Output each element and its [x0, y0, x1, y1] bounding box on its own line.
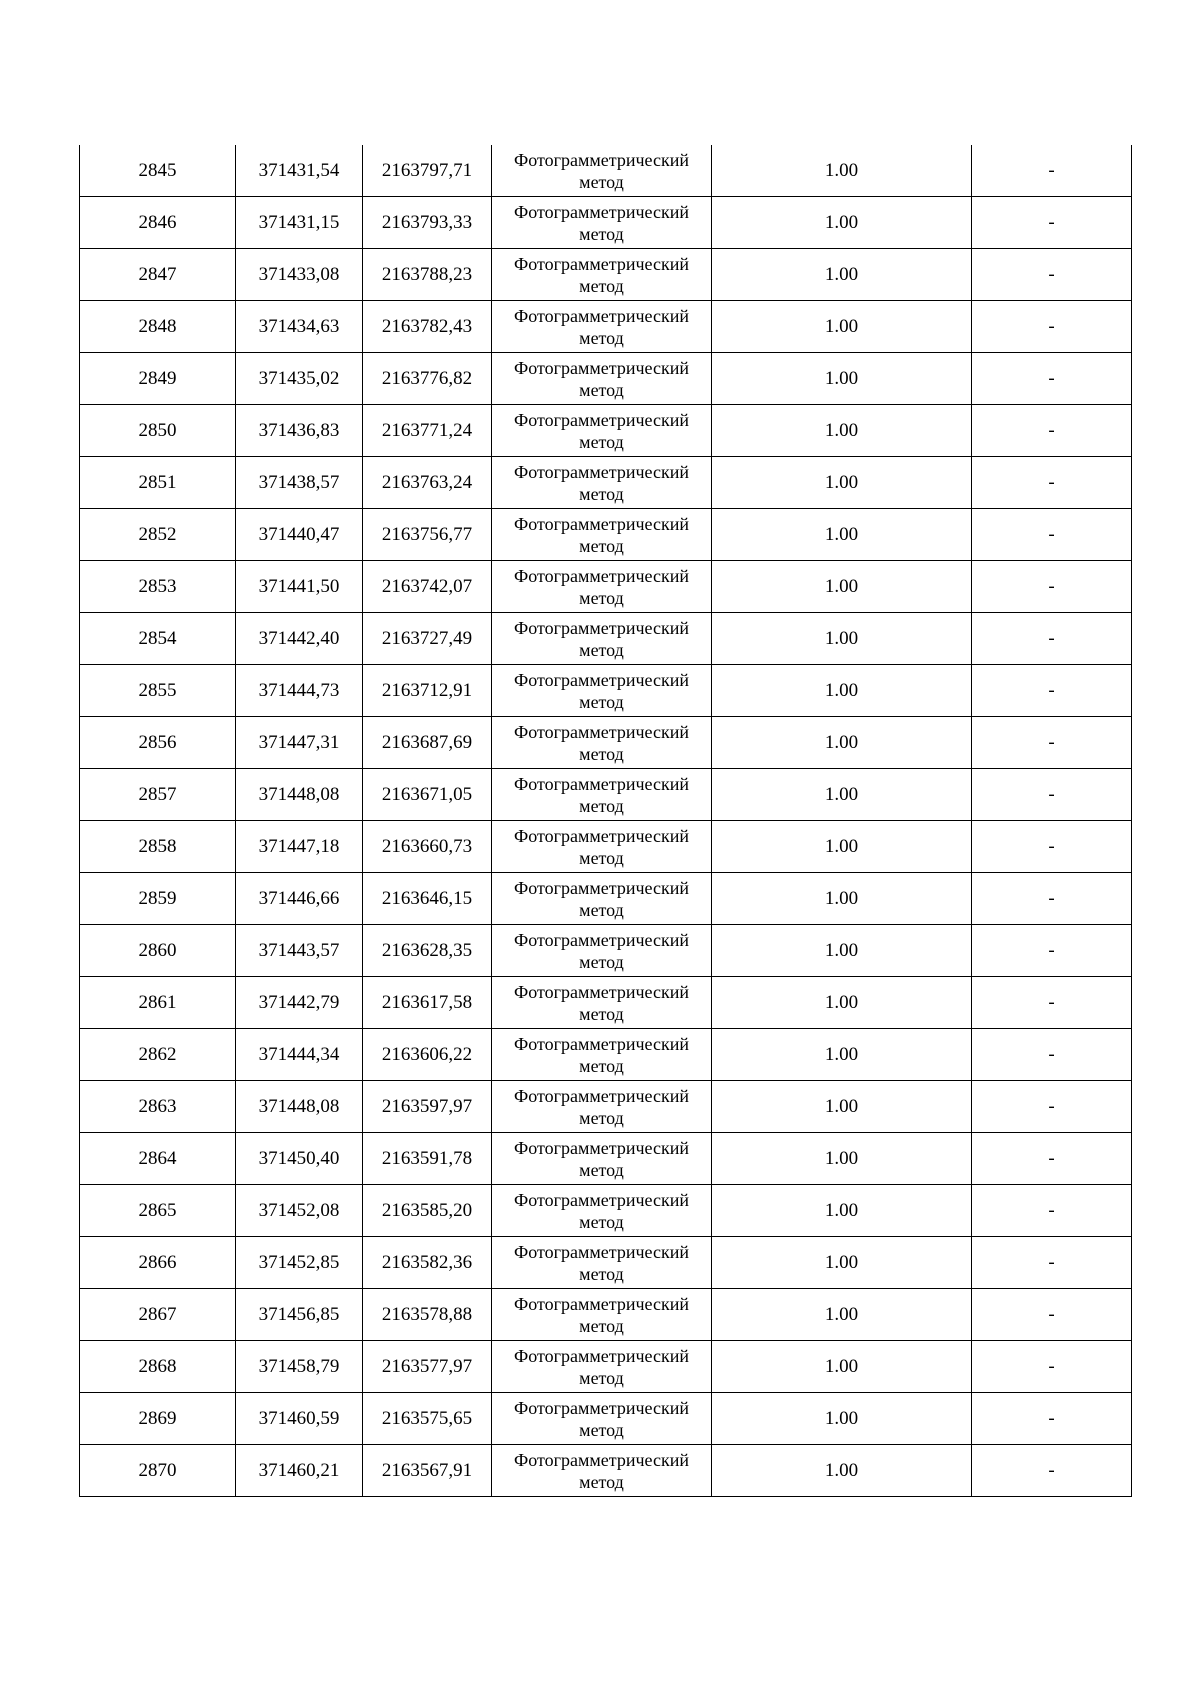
note-cell: - [972, 1133, 1132, 1185]
method-cell [492, 457, 712, 509]
accuracy-cell: 1.00 [712, 457, 972, 509]
table-row [80, 249, 1132, 301]
y-coordinate-cell: 2163727,49 [363, 613, 492, 665]
method-text-line1: Фотограмметрический [514, 1241, 689, 1262]
method-text-line2: метод [579, 1211, 624, 1232]
y-coordinate-cell: 2163567,91 [363, 1445, 492, 1497]
y-coordinate-cell: 2163582,36 [363, 1237, 492, 1289]
method-text-line2: метод [579, 899, 624, 920]
method-text-line2: метод [579, 1159, 624, 1180]
method-cell [492, 145, 712, 197]
accuracy-cell: 1.00 [712, 1029, 972, 1081]
x-coordinate-cell: 371447,31 [236, 717, 363, 769]
method-cell [492, 821, 712, 873]
method-text-line1: Фотограмметрический [514, 409, 689, 430]
method-text-line2: метод [579, 431, 624, 452]
x-coordinate-cell: 371444,73 [236, 665, 363, 717]
method-cell [492, 1289, 712, 1341]
point-number-cell: 2867 [80, 1289, 236, 1341]
method-cell [492, 873, 712, 925]
method-text-line1: Фотограмметрический [514, 1293, 689, 1314]
accuracy-cell: 1.00 [712, 301, 972, 353]
note-cell: - [972, 509, 1132, 561]
accuracy-cell: 1.00 [712, 1081, 972, 1133]
note-cell: - [972, 249, 1132, 301]
method-text-line1: Фотограмметрический [514, 513, 689, 534]
accuracy-cell: 1.00 [712, 197, 972, 249]
method-text-line1: Фотограмметрический [514, 201, 689, 222]
x-coordinate-cell: 371447,18 [236, 821, 363, 873]
method-cell [492, 197, 712, 249]
accuracy-cell: 1.00 [712, 1393, 972, 1445]
table-row [80, 1185, 1132, 1237]
accuracy-cell: 1.00 [712, 821, 972, 873]
point-number-cell: 2845 [80, 145, 236, 197]
note-cell: - [972, 1237, 1132, 1289]
point-number-cell: 2861 [80, 977, 236, 1029]
note-cell: - [972, 561, 1132, 613]
method-text-line2: метод [579, 275, 624, 296]
method-text-line1: Фотограмметрический [514, 617, 689, 638]
method-text-line1: Фотограмметрический [514, 721, 689, 742]
method-text-line1: Фотограмметрический [514, 773, 689, 794]
method-text-line1: Фотограмметрический [514, 1189, 689, 1210]
y-coordinate-cell: 2163578,88 [363, 1289, 492, 1341]
method-text-line2: метод [579, 951, 624, 972]
method-text-line2: метод [579, 171, 624, 192]
table-row [80, 977, 1132, 1029]
x-coordinate-cell: 371444,34 [236, 1029, 363, 1081]
method-cell [492, 405, 712, 457]
method-cell [492, 249, 712, 301]
x-coordinate-cell: 371433,08 [236, 249, 363, 301]
x-coordinate-cell: 371460,59 [236, 1393, 363, 1445]
method-text-line1: Фотограмметрический [514, 1033, 689, 1054]
accuracy-cell: 1.00 [712, 509, 972, 561]
note-cell: - [972, 1185, 1132, 1237]
table-row [80, 1237, 1132, 1289]
method-cell [492, 717, 712, 769]
x-coordinate-cell: 371446,66 [236, 873, 363, 925]
table-row [80, 457, 1132, 509]
note-cell: - [972, 1393, 1132, 1445]
y-coordinate-cell: 2163793,33 [363, 197, 492, 249]
y-coordinate-cell: 2163591,78 [363, 1133, 492, 1185]
method-cell [492, 613, 712, 665]
table-row [80, 613, 1132, 665]
x-coordinate-cell: 371438,57 [236, 457, 363, 509]
table-row [80, 561, 1132, 613]
point-number-cell: 2870 [80, 1445, 236, 1497]
point-number-cell: 2851 [80, 457, 236, 509]
method-text-line1: Фотограмметрический [514, 461, 689, 482]
point-number-cell: 2855 [80, 665, 236, 717]
method-cell [492, 1133, 712, 1185]
x-coordinate-cell: 371448,08 [236, 769, 363, 821]
note-cell: - [972, 665, 1132, 717]
method-text-line1: Фотограмметрический [514, 981, 689, 1002]
method-cell [492, 561, 712, 613]
accuracy-cell: 1.00 [712, 613, 972, 665]
table-row [80, 353, 1132, 405]
table-row [80, 925, 1132, 977]
table-row [80, 769, 1132, 821]
y-coordinate-cell: 2163617,58 [363, 977, 492, 1029]
table-row [80, 509, 1132, 561]
method-text-line2: метод [579, 1263, 624, 1284]
method-cell [492, 509, 712, 561]
y-coordinate-cell: 2163577,97 [363, 1341, 492, 1393]
y-coordinate-cell: 2163597,97 [363, 1081, 492, 1133]
note-cell: - [972, 197, 1132, 249]
method-text-line2: метод [579, 1315, 624, 1336]
method-cell [492, 1081, 712, 1133]
method-cell [492, 977, 712, 1029]
y-coordinate-cell: 2163712,91 [363, 665, 492, 717]
coordinates-table [79, 145, 1132, 1497]
table-row [80, 717, 1132, 769]
method-text-line2: метод [579, 1107, 624, 1128]
method-text-line1: Фотограмметрический [514, 669, 689, 690]
point-number-cell: 2854 [80, 613, 236, 665]
point-number-cell: 2850 [80, 405, 236, 457]
method-text-line1: Фотограмметрический [514, 1137, 689, 1158]
table-row [80, 1029, 1132, 1081]
note-cell: - [972, 873, 1132, 925]
point-number-cell: 2848 [80, 301, 236, 353]
table-row [80, 197, 1132, 249]
x-coordinate-cell: 371450,40 [236, 1133, 363, 1185]
method-cell [492, 1445, 712, 1497]
x-coordinate-cell: 371452,08 [236, 1185, 363, 1237]
method-cell [492, 1185, 712, 1237]
y-coordinate-cell: 2163771,24 [363, 405, 492, 457]
y-coordinate-cell: 2163671,05 [363, 769, 492, 821]
accuracy-cell: 1.00 [712, 1237, 972, 1289]
accuracy-cell: 1.00 [712, 353, 972, 405]
table-row [80, 873, 1132, 925]
x-coordinate-cell: 371431,54 [236, 145, 363, 197]
point-number-cell: 2849 [80, 353, 236, 405]
point-number-cell: 2852 [80, 509, 236, 561]
method-text-line2: метод [579, 587, 624, 608]
method-cell [492, 353, 712, 405]
table-row [80, 1393, 1132, 1445]
note-cell: - [972, 1081, 1132, 1133]
note-cell: - [972, 145, 1132, 197]
accuracy-cell: 1.00 [712, 1133, 972, 1185]
x-coordinate-cell: 371441,50 [236, 561, 363, 613]
note-cell: - [972, 769, 1132, 821]
method-text-line1: Фотограмметрический [514, 1345, 689, 1366]
method-text-line1: Фотограмметрический [514, 1397, 689, 1418]
note-cell: - [972, 821, 1132, 873]
note-cell: - [972, 925, 1132, 977]
method-text-line2: метод [579, 379, 624, 400]
method-text-line1: Фотограмметрический [514, 877, 689, 898]
note-cell: - [972, 977, 1132, 1029]
point-number-cell: 2847 [80, 249, 236, 301]
method-cell [492, 1341, 712, 1393]
accuracy-cell: 1.00 [712, 1445, 972, 1497]
point-number-cell: 2859 [80, 873, 236, 925]
method-text-line1: Фотограмметрический [514, 357, 689, 378]
table-row [80, 821, 1132, 873]
note-cell: - [972, 613, 1132, 665]
table-row [80, 1133, 1132, 1185]
method-text-line2: метод [579, 1471, 624, 1492]
method-text-line2: метод [579, 1055, 624, 1076]
y-coordinate-cell: 2163797,71 [363, 145, 492, 197]
method-text-line2: метод [579, 847, 624, 868]
x-coordinate-cell: 371435,02 [236, 353, 363, 405]
accuracy-cell: 1.00 [712, 925, 972, 977]
table-row [80, 665, 1132, 717]
note-cell: - [972, 717, 1132, 769]
accuracy-cell: 1.00 [712, 1341, 972, 1393]
x-coordinate-cell: 371448,08 [236, 1081, 363, 1133]
x-coordinate-cell: 371458,79 [236, 1341, 363, 1393]
method-text-line2: метод [579, 1419, 624, 1440]
y-coordinate-cell: 2163742,07 [363, 561, 492, 613]
note-cell: - [972, 457, 1132, 509]
x-coordinate-cell: 371442,40 [236, 613, 363, 665]
table-row [80, 1081, 1132, 1133]
point-number-cell: 2864 [80, 1133, 236, 1185]
x-coordinate-cell: 371436,83 [236, 405, 363, 457]
table-row [80, 1289, 1132, 1341]
point-number-cell: 2866 [80, 1237, 236, 1289]
method-text-line1: Фотограмметрический [514, 1085, 689, 1106]
point-number-cell: 2856 [80, 717, 236, 769]
method-cell [492, 1393, 712, 1445]
method-text-line2: метод [579, 223, 624, 244]
accuracy-cell: 1.00 [712, 665, 972, 717]
x-coordinate-cell: 371440,47 [236, 509, 363, 561]
method-text-line2: метод [579, 1367, 624, 1388]
accuracy-cell: 1.00 [712, 561, 972, 613]
y-coordinate-cell: 2163585,20 [363, 1185, 492, 1237]
note-cell: - [972, 1289, 1132, 1341]
y-coordinate-cell: 2163646,15 [363, 873, 492, 925]
method-text-line1: Фотограмметрический [514, 825, 689, 846]
x-coordinate-cell: 371434,63 [236, 301, 363, 353]
note-cell: - [972, 1029, 1132, 1081]
y-coordinate-cell: 2163628,35 [363, 925, 492, 977]
method-text-line2: метод [579, 327, 624, 348]
note-cell: - [972, 1445, 1132, 1497]
y-coordinate-cell: 2163606,22 [363, 1029, 492, 1081]
method-text-line2: метод [579, 639, 624, 660]
method-text-line1: Фотограмметрический [514, 305, 689, 326]
accuracy-cell: 1.00 [712, 145, 972, 197]
accuracy-cell: 1.00 [712, 1289, 972, 1341]
method-text-line1: Фотограмметрический [514, 253, 689, 274]
method-text-line2: метод [579, 691, 624, 712]
method-text-line1: Фотограмметрический [514, 149, 689, 170]
point-number-cell: 2846 [80, 197, 236, 249]
method-cell [492, 925, 712, 977]
method-text-line2: метод [579, 483, 624, 504]
point-number-cell: 2865 [80, 1185, 236, 1237]
table-row [80, 145, 1132, 197]
method-text-line1: Фотограмметрический [514, 565, 689, 586]
method-text-line2: метод [579, 795, 624, 816]
y-coordinate-cell: 2163687,69 [363, 717, 492, 769]
x-coordinate-cell: 371452,85 [236, 1237, 363, 1289]
table-row [80, 1445, 1132, 1497]
table-row [80, 405, 1132, 457]
method-cell [492, 769, 712, 821]
method-text-line1: Фотограмметрический [514, 929, 689, 950]
point-number-cell: 2858 [80, 821, 236, 873]
accuracy-cell: 1.00 [712, 1185, 972, 1237]
point-number-cell: 2863 [80, 1081, 236, 1133]
y-coordinate-cell: 2163763,24 [363, 457, 492, 509]
accuracy-cell: 1.00 [712, 717, 972, 769]
method-cell [492, 1237, 712, 1289]
method-text-line1: Фотограмметрический [514, 1449, 689, 1470]
accuracy-cell: 1.00 [712, 769, 972, 821]
accuracy-cell: 1.00 [712, 873, 972, 925]
y-coordinate-cell: 2163660,73 [363, 821, 492, 873]
note-cell: - [972, 405, 1132, 457]
method-cell [492, 665, 712, 717]
table-row [80, 301, 1132, 353]
x-coordinate-cell: 371442,79 [236, 977, 363, 1029]
point-number-cell: 2860 [80, 925, 236, 977]
y-coordinate-cell: 2163788,23 [363, 249, 492, 301]
method-text-line2: метод [579, 535, 624, 556]
accuracy-cell: 1.00 [712, 977, 972, 1029]
method-cell [492, 301, 712, 353]
y-coordinate-cell: 2163776,82 [363, 353, 492, 405]
table-row [80, 1341, 1132, 1393]
x-coordinate-cell: 371460,21 [236, 1445, 363, 1497]
y-coordinate-cell: 2163782,43 [363, 301, 492, 353]
note-cell: - [972, 1341, 1132, 1393]
accuracy-cell: 1.00 [712, 405, 972, 457]
method-text-line2: метод [579, 1003, 624, 1024]
coordinates-table-body [80, 145, 1132, 1497]
y-coordinate-cell: 2163756,77 [363, 509, 492, 561]
x-coordinate-cell: 371456,85 [236, 1289, 363, 1341]
accuracy-cell: 1.00 [712, 249, 972, 301]
point-number-cell: 2853 [80, 561, 236, 613]
point-number-cell: 2857 [80, 769, 236, 821]
method-text-line2: метод [579, 743, 624, 764]
y-coordinate-cell: 2163575,65 [363, 1393, 492, 1445]
point-number-cell: 2868 [80, 1341, 236, 1393]
point-number-cell: 2869 [80, 1393, 236, 1445]
x-coordinate-cell: 371443,57 [236, 925, 363, 977]
note-cell: - [972, 301, 1132, 353]
point-number-cell: 2862 [80, 1029, 236, 1081]
note-cell: - [972, 353, 1132, 405]
method-cell [492, 1029, 712, 1081]
x-coordinate-cell: 371431,15 [236, 197, 363, 249]
